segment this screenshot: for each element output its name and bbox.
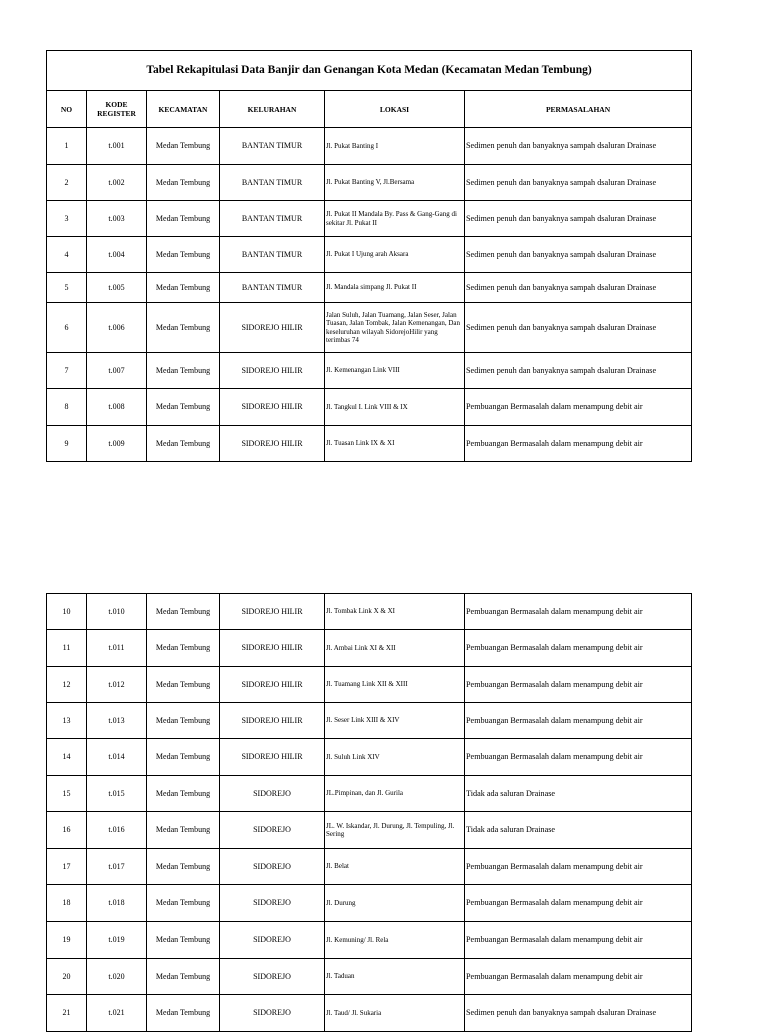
cell-kode-register: t.003 [87,201,147,237]
cell-kode-register: t.011 [87,630,147,667]
cell-kecamatan: Medan Tembung [147,739,220,776]
cell-kode-register: t.004 [87,237,147,273]
cell-kelurahan: BANTAN TIMUR [220,237,325,273]
table-row [47,353,692,389]
cell-kode-register: t.010 [87,594,147,630]
cell-permasalahan: Tidak ada saluran Drainase [465,776,692,812]
cell-kecamatan: Medan Tembung [147,959,220,995]
table-row [47,201,692,237]
cell-kelurahan: SIDOREJO HILIR [220,703,325,739]
table-row [47,739,692,776]
cell-no: 17 [47,849,87,885]
cell-kelurahan: SIDOREJO [220,922,325,959]
cell-kecamatan: Medan Tembung [147,237,220,273]
header-kode-register: KODE REGISTER [87,91,147,128]
cell-no: 4 [47,237,87,273]
cell-kecamatan: Medan Tembung [147,776,220,812]
cell-lokasi: Jl. Taud/ Jl. Sukaria [325,995,465,1032]
cell-permasalahan: Sedimen penuh dan banyaknya sampah dsaluran Drainase [465,353,692,389]
cell-lokasi: Jalan Suluh, Jalan Tuamang, Jalan Seser, Jalan Tuasan, Jalan Tombak, Jalan Kemenangan, Dan keseluruhan wilayah SidorejoHilir yang terimbas 74 [325,303,465,353]
cell-kecamatan: Medan Tembung [147,812,220,849]
cell-lokasi: Jl. Pukat Banting I [325,128,465,165]
cell-no: 19 [47,922,87,959]
cell-no: 20 [47,959,87,995]
cell-no: 9 [47,426,87,462]
cell-permasalahan: Pembuangan Bermasalah dalam menampung debit air [465,389,692,426]
cell-no: 5 [47,273,87,303]
cell-lokasi: Jl. Durung [325,885,465,922]
cell-lokasi: Jl. Taduan [325,959,465,995]
cell-no: 1 [47,128,87,165]
cell-lokasi: JL.Pimpinan, dan Jl. Gurila [325,776,465,812]
cell-permasalahan: Sedimen penuh dan banyaknya sampah dsaluran Drainase [465,237,692,273]
cell-kecamatan: Medan Tembung [147,426,220,462]
table-body-2 [47,594,692,1032]
cell-kode-register: t.016 [87,812,147,849]
table-row [47,849,692,885]
cell-kecamatan: Medan Tembung [147,885,220,922]
table-row [47,594,692,630]
cell-kecamatan: Medan Tembung [147,389,220,426]
cell-permasalahan: Sedimen penuh dan banyaknya sampah dsaluran Drainase [465,273,692,303]
table-row [47,273,692,303]
cell-kelurahan: SIDOREJO HILIR [220,667,325,703]
cell-no: 12 [47,667,87,703]
cell-kode-register: t.015 [87,776,147,812]
cell-kelurahan: SIDOREJO [220,776,325,812]
cell-lokasi: JL. W. Iskandar, Jl. Durung, Jl. Tempuling, Jl. Sering [325,812,465,849]
cell-kode-register: t.013 [87,703,147,739]
flood-recap-table-page-2 [46,593,692,1032]
header-lokasi: LOKASI [325,91,465,128]
table-row [47,128,692,165]
header-kecamatan: KECAMATAN [147,91,220,128]
table-row [47,959,692,995]
cell-permasalahan: Pembuangan Bermasalah dalam menampung debit air [465,849,692,885]
cell-kecamatan: Medan Tembung [147,594,220,630]
cell-kode-register: t.006 [87,303,147,353]
cell-lokasi: Jl. Kemuning/ Jl. Rela [325,922,465,959]
cell-kelurahan: BANTAN TIMUR [220,201,325,237]
cell-lokasi: Jl. Pukat I Ujung arah Aksara [325,237,465,273]
cell-no: 13 [47,703,87,739]
cell-kelurahan: BANTAN TIMUR [220,165,325,201]
flood-recap-table-page-1 [46,50,692,462]
cell-permasalahan: Pembuangan Bermasalah dalam menampung debit air [465,703,692,739]
cell-kode-register: t.005 [87,273,147,303]
cell-permasalahan: Pembuangan Bermasalah dalam menampung debit air [465,885,692,922]
cell-kode-register: t.020 [87,959,147,995]
cell-kelurahan: BANTAN TIMUR [220,273,325,303]
cell-lokasi: Jl. Belat [325,849,465,885]
cell-permasalahan: Pembuangan Bermasalah dalam menampung debit air [465,922,692,959]
cell-kode-register: t.014 [87,739,147,776]
cell-lokasi: Jl. Kemenangan Link VIII [325,353,465,389]
cell-lokasi: Jl. Pukat Banting V, Jl.Bersama [325,165,465,201]
table-row [47,630,692,667]
cell-kode-register: t.008 [87,389,147,426]
cell-no: 21 [47,995,87,1032]
cell-kecamatan: Medan Tembung [147,353,220,389]
cell-no: 15 [47,776,87,812]
cell-no: 11 [47,630,87,667]
cell-kelurahan: SIDOREJO [220,849,325,885]
table-row [47,922,692,959]
cell-permasalahan: Pembuangan Bermasalah dalam menampung debit air [465,739,692,776]
cell-permasalahan: Sedimen penuh dan banyaknya sampah dsaluran Drainase [465,128,692,165]
table-row [47,995,692,1032]
cell-kecamatan: Medan Tembung [147,273,220,303]
cell-permasalahan: Sedimen penuh dan banyaknya sampah dsaluran Drainase [465,995,692,1032]
cell-kecamatan: Medan Tembung [147,630,220,667]
cell-no: 14 [47,739,87,776]
cell-permasalahan: Sedimen penuh dan banyaknya sampah dsaluran Drainase [465,165,692,201]
table-row [47,303,692,353]
header-kelurahan: KELURAHAN [220,91,325,128]
cell-kelurahan: SIDOREJO [220,959,325,995]
cell-lokasi: Jl. Tuasan Link IX & XI [325,426,465,462]
cell-kode-register: t.009 [87,426,147,462]
cell-kelurahan: SIDOREJO [220,885,325,922]
cell-no: 2 [47,165,87,201]
cell-kode-register: t.002 [87,165,147,201]
cell-kelurahan: SIDOREJO [220,995,325,1032]
cell-kelurahan: SIDOREJO HILIR [220,594,325,630]
cell-lokasi: Jl. Tuamang Link XII & XIII [325,667,465,703]
header-permasalahan: PERMASALAHAN [465,91,692,128]
table-row [47,776,692,812]
table-row [47,667,692,703]
cell-kecamatan: Medan Tembung [147,849,220,885]
cell-kelurahan: SIDOREJO [220,812,325,849]
table-row [47,237,692,273]
cell-kelurahan: SIDOREJO HILIR [220,389,325,426]
cell-kode-register: t.007 [87,353,147,389]
table-row [47,812,692,849]
table-row [47,885,692,922]
cell-kelurahan: SIDOREJO HILIR [220,426,325,462]
cell-kode-register: t.012 [87,667,147,703]
cell-kecamatan: Medan Tembung [147,995,220,1032]
cell-permasalahan: Sedimen penuh dan banyaknya sampah dsaluran Drainase [465,303,692,353]
cell-no: 6 [47,303,87,353]
cell-kelurahan: SIDOREJO HILIR [220,739,325,776]
cell-kecamatan: Medan Tembung [147,303,220,353]
cell-lokasi: Jl. Tangkul I. Link VIII & IX [325,389,465,426]
cell-kode-register: t.017 [87,849,147,885]
table-row [47,703,692,739]
cell-permasalahan: Pembuangan Bermasalah dalam menampung debit air [465,959,692,995]
cell-kecamatan: Medan Tembung [147,201,220,237]
cell-permasalahan: Tidak ada saluran Drainase [465,812,692,849]
cell-lokasi: Jl. Suluh Link XIV [325,739,465,776]
table-row [47,389,692,426]
cell-no: 16 [47,812,87,849]
cell-no: 18 [47,885,87,922]
cell-kode-register: t.001 [87,128,147,165]
table-row [47,165,692,201]
cell-permasalahan: Pembuangan Bermasalah dalam menampung debit air [465,630,692,667]
table-body-1 [47,128,692,462]
cell-kelurahan: SIDOREJO HILIR [220,353,325,389]
cell-permasalahan: Pembuangan Bermasalah dalam menampung debit air [465,667,692,703]
table-title: Tabel Rekapitulasi Data Banjir dan Genangan Kota Medan (Kecamatan Medan Tembung) [47,51,692,91]
cell-lokasi: Jl. Mandala simpang Jl. Pukat II [325,273,465,303]
cell-kode-register: t.018 [87,885,147,922]
cell-kecamatan: Medan Tembung [147,128,220,165]
cell-no: 8 [47,389,87,426]
header-no: NO [47,91,87,128]
cell-lokasi: Jl. Tombak Link X & XI [325,594,465,630]
cell-kelurahan: SIDOREJO HILIR [220,630,325,667]
cell-permasalahan: Sedimen penuh dan banyaknya sampah dsaluran Drainase [465,201,692,237]
cell-no: 7 [47,353,87,389]
cell-lokasi: Jl. Pukat II Mandala By. Pass & Gang-Gang di sekitar Jl. Pukat II [325,201,465,237]
cell-kelurahan: BANTAN TIMUR [220,128,325,165]
cell-no: 3 [47,201,87,237]
cell-no: 10 [47,594,87,630]
cell-kecamatan: Medan Tembung [147,667,220,703]
table-row [47,426,692,462]
cell-permasalahan: Pembuangan Bermasalah dalam menampung debit air [465,594,692,630]
cell-lokasi: Jl. Ambai Link XI & XII [325,630,465,667]
cell-permasalahan: Pembuangan Bermasalah dalam menampung debit air [465,426,692,462]
cell-kelurahan: SIDOREJO HILIR [220,303,325,353]
cell-kecamatan: Medan Tembung [147,165,220,201]
cell-kecamatan: Medan Tembung [147,703,220,739]
cell-kode-register: t.019 [87,922,147,959]
cell-kode-register: t.021 [87,995,147,1032]
cell-lokasi: Jl. Seser Link XIII & XIV [325,703,465,739]
cell-kecamatan: Medan Tembung [147,922,220,959]
